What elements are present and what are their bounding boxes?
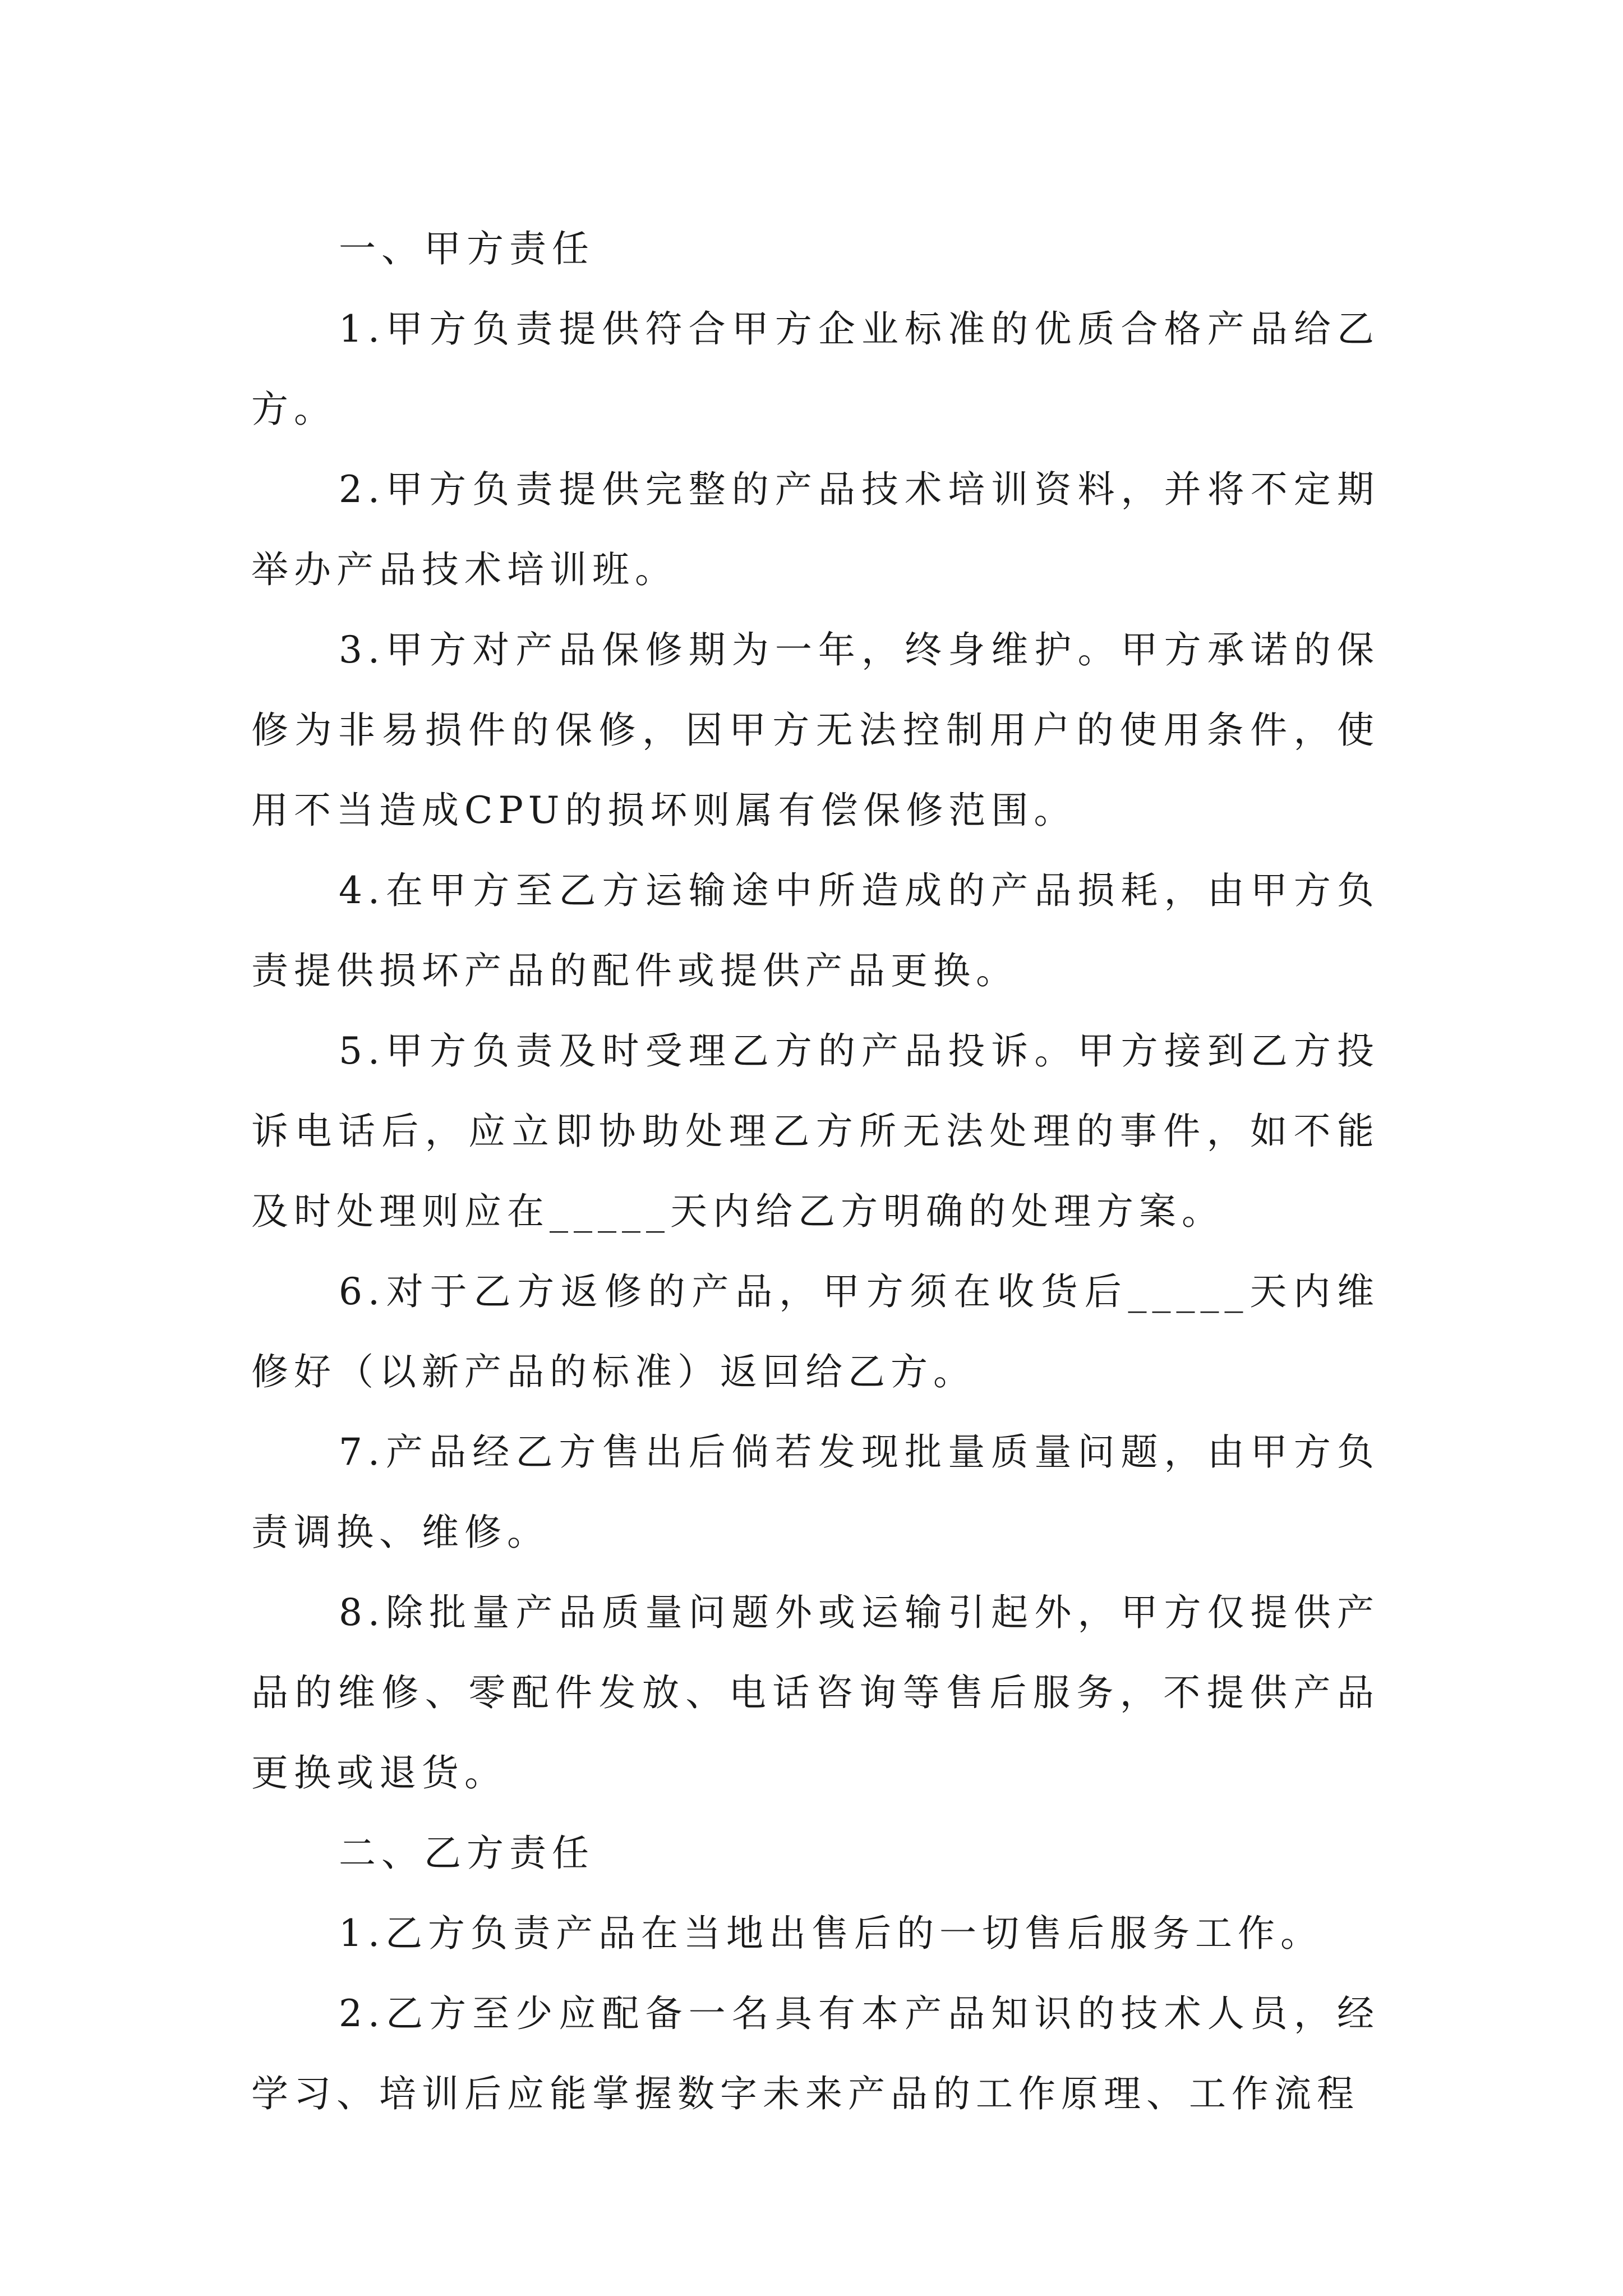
party-a-item-5: 5.甲方负责及时受理乙方的产品投诉。甲方接到乙方投诉电话后，应立即协助处理乙方所无法处理的事件，如不能及时处理则应在_____天内给乙方明确的处理方案。: [251, 1029, 1380, 1233]
party-a-item-1: 1.甲方负责提供符合甲方企业标准的优质合格产品给乙方。: [251, 307, 1380, 431]
party-b-item-2: 2.乙方至少应配备一名具有本产品知识的技术人员，经学习、培训后应能掌握数字未来产品的工作原理、工作流程: [251, 1992, 1380, 2115]
party-a-item-3: 3.甲方对产品保修期为一年，终身维护。甲方承诺的保修为非易损件的保修，因甲方无法控制用户的使用条件，使用不当造成CPU的损坏则属有偿保修范围。: [251, 628, 1380, 832]
party-a-item-7: 7.产品经乙方售出后倘若发现批量质量问题，由甲方负责调换、维修。: [251, 1430, 1380, 1554]
section-heading-party-b: 二、乙方责任: [339, 1832, 594, 1875]
section-heading-party-a: 一、甲方责任: [339, 227, 594, 270]
document-body: [251, 209, 1380, 2134]
party-a-item-6: 6.对于乙方返修的产品，甲方须在收货后_____天内维修好（以新产品的标准）返回给乙方。: [251, 1270, 1380, 1393]
party-b-item-1: 1.乙方负责产品在当地出售后的一切售后服务工作。: [339, 1912, 1323, 1955]
party-a-item-2: 2.甲方负责提供完整的产品技术培训资料，并将不定期举办产品技术培训班。: [251, 468, 1380, 591]
party-a-item-8: 8.除批量产品质量问题外或运输引起外，甲方仅提供产品的维修、零配件发放、电话咨询等售后服务，不提供产品更换或退货。: [251, 1591, 1380, 1795]
party-a-item-4: 4.在甲方至乙方运输途中所造成的产品损耗，由甲方负责提供损坏产品的配件或提供产品更换。: [251, 869, 1380, 992]
